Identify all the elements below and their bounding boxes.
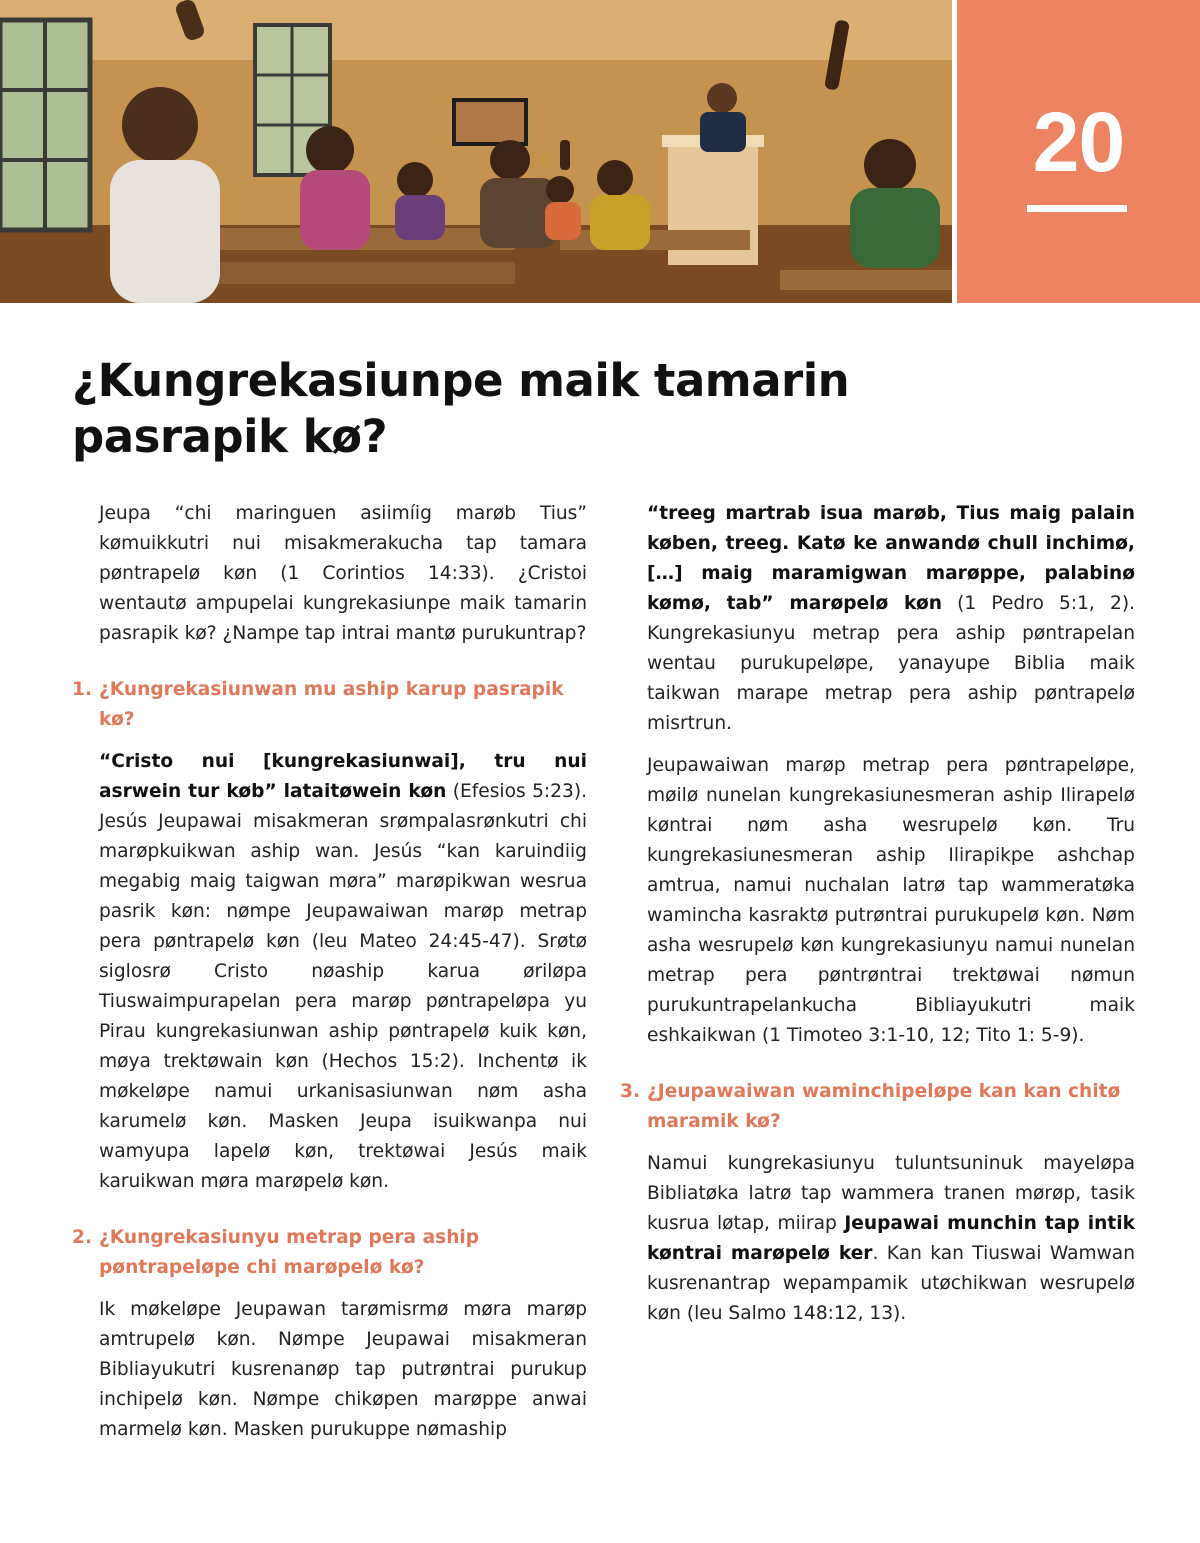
section-2-bold-quote: “treeg martrab isua marøb, Tius maig palain køben, treeg. Katø ke anwandø chull inchimø, […] maig maramigwan marøppe, palabinø kømø, tab” marøpelø køn [647,503,1135,614]
chapter-number: 20 [1032,95,1125,189]
header-photo [0,0,952,303]
section-2-paragraph-2: Jeupawaiwan marøp metrap pera pøntrapeløpe, møilø nunelan kungrekasiunesmeran aship Ilirapelø køntrai nøm asha wesrupelø køn. Tru kungrekasiunesmeran aship Ilirapikpe ashchap amtrua, namui nuchalan latrø tap wammeratøka wamincha kasraktø putrøntrai purukupelø køn. Nøm asha wesrupelø køn kungrekasiunyu namui nunelan metrap pera pøntrøntrai trektøwai nømun purukuntrapelankucha Bibliayukutri maik eshkaikwan (1 Timoteo 3:1-10, 12; Tito 1: 5-9). [647,755,1135,1046]
section-3-paragraph [647,1149,1135,1329]
question-2 [72,1223,587,1283]
question-1 [72,675,587,735]
chapter-number-box [957,0,1200,303]
section-3-text: Namui kungrekasiunyu tuluntsuninuk mayeløpa Bibliatøka latrø tap wammera tranen mørøp, tasik kusrua løtap, miirap [647,1153,1135,1234]
question-1-number: 1. [72,679,93,700]
chapter-underline [1027,205,1127,212]
section-3-bold: Jeupawai munchin tap intik køntrai marøpelø ker [647,1213,1136,1264]
page-title: ¿Kungrekasiunpe maik tamarin pasrapik kø? [72,354,850,463]
left-column [72,499,587,1457]
section-2-paragraph-1-end [647,499,1135,739]
congregation-meeting-illustration [0,0,952,303]
question-2-number: 2. [72,1227,93,1248]
section-1-bold-quote: “Cristo nui [kungrekasiunwai], tru nui asrwein tur køb” lataitøwein køn [99,751,587,802]
question-3-number: 3. [620,1081,641,1102]
intro-paragraph: Jeupa “chi maringuen asiimíig marøb Tius” kømuikkutri nui misakmerakucha tap tamara pøntrapelø køn (1 Corintios 14:33). ¿Cristoi wentautø ampupelai kungrekasiunpe maik tamarin pasrapik kø? ¿Nampe tap intrai mantø purukuntrap? [99,503,587,644]
question-3-text: ¿Jeupawaiwan waminchipeløpe kan kan chitø maramik kø? [647,1081,1121,1132]
section-3-text-after: . Kan kan Tiuswai Wamwan kusrenantrap wepampamik utøchikwan wesrupelø køn (leu Salmo 148:12, 13). [647,1243,1135,1324]
section-1-text: (Efesios 5:23). Jesús Jeupawai misakmeran srømpalasrønkutri chi marøpkuikwan aship wan. Jesús “kan karuindiig megabig maig taigwan møra” marøpikwan wesrua pasrik køn: nømpe Jeupawaiwan marøp metrap pera pøntrapelø køn (leu Mateo 24:45-47). Srøtø siglosrø Cristo nøaship karua øriløpa Tiuswaimpurapelan pera marøp pøntrapeløpa yu Pirau kungrekasiunwan aship pøntrapelø kuik køn, møya trektøwain køn (Hechos 15:2). Inchentø ik møkeløpe namui urkanisasiunwan nøm asha karumelø køn. Masken Jeupa isuikwanpa nui wamyupa lapelø køn, trektøwai Jesús maik karuikwan møra marøpelø køn. [99,781,587,1192]
section-2-paragraph-1-start: Ik møkeløpe Jeupawan tarømisrmø møra marøp amtrupelø køn. Nømpe Jeupawai misakmeran Bibliayukutri kusrenanøp tap putrøntrai purukup inchipelø køn. Nømpe chikøpen marøppe anwai marmelø køn. Masken purukuppe nømaship [99,1299,587,1440]
section-2-text-after: (1 Pedro 5:1, 2). Kungrekasiunyu metrap pera aship pøntrapelan wentau purukupeløpe, yanayupe Biblia maik taikwan marape metrap pera aship pøntrapelø misrtrun. [647,593,1136,734]
section-1-paragraph [99,747,587,1197]
question-1-text: ¿Kungrekasiunwan mu aship karup pasrapik kø? [99,679,564,730]
question-3 [620,1077,1135,1137]
right-column [620,499,1135,1341]
question-2-text: ¿Kungrekasiunyu metrap pera aship pøntrapeløpe chi marøpelø kø? [99,1227,480,1278]
